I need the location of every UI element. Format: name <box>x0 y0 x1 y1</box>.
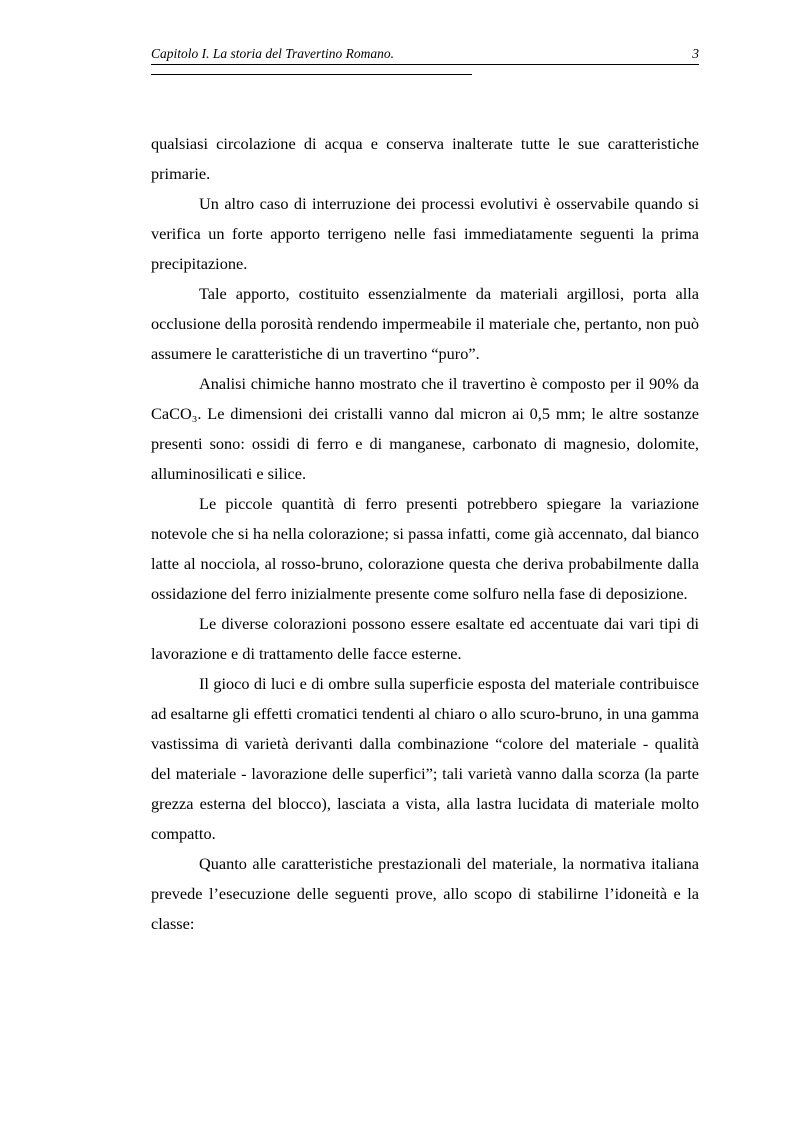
paragraph: Analisi chimiche hanno mostrato che il travertino è composto per il 90% da CaCO₃. Le dimensioni dei cristalli vanno dal micron ai 0,5 mm; le altre sostanze presenti sono: ossidi di ferro e di manganese, carbonato di magnesio, dolomite, alluminosilicati e silice. <box>151 374 699 483</box>
chapter-title: Capitolo I. La storia del Travertino Romano. <box>151 46 395 61</box>
paragraph: Quanto alle caratteristiche prestazionali del materiale, la normativa italiana prevede l’esecuzione delle seguenti prove, allo scopo di stabilirne l’idoneità e la classe: <box>151 854 699 933</box>
paragraph: qualsiasi circolazione di acqua e conserva inalterate tutte le sue caratteristiche primarie. <box>151 134 699 183</box>
paragraph: Le piccole quantità di ferro presenti potrebbero spiegare la variazione notevole che si ha nella colorazione; si passa infatti, come già accennato, dal bianco latte al nocciola, al rosso-bruno, colorazione questa che deriva probabilmente dalla ossidazione del ferro inizialmente presente come solfuro nella fase di deposizione. <box>151 494 699 603</box>
paragraph: Un altro caso di interruzione dei processi evolutivi è osservabile quando si verifica un forte apporto terrigeno nelle fasi immediatamente seguenti la prima precipitazione. <box>151 194 699 273</box>
page-number: 3 <box>692 46 699 61</box>
header-divider <box>151 74 472 75</box>
paragraph: Il gioco di luci e di ombre sulla superficie esposta del materiale contribuisce ad esaltarne gli effetti cromatici tendenti al chiaro o allo scuro-bruno, in una gamma vastissima di varietà derivanti dalla combinazione “colore del materiale - qualità del materiale - lavorazione delle superfici”; tali varietà vanno dalla scorza (la parte grezza esterna del blocco), lasciata a vista, alla lastra lucidata di materiale molto compatto. <box>151 674 699 843</box>
body-text <box>151 129 699 939</box>
paragraph: Le diverse colorazioni possono essere esaltate ed accentuate dai vari tipi di lavorazione e di trattamento delle facce esterne. <box>151 614 699 663</box>
paragraph: Tale apporto, costituito essenzialmente da materiali argillosi, porta alla occlusione della porosità rendendo impermeabile il materiale che, pertanto, non può assumere le caratteristiche di un travertino “puro”. <box>151 284 699 363</box>
running-header <box>151 46 699 65</box>
